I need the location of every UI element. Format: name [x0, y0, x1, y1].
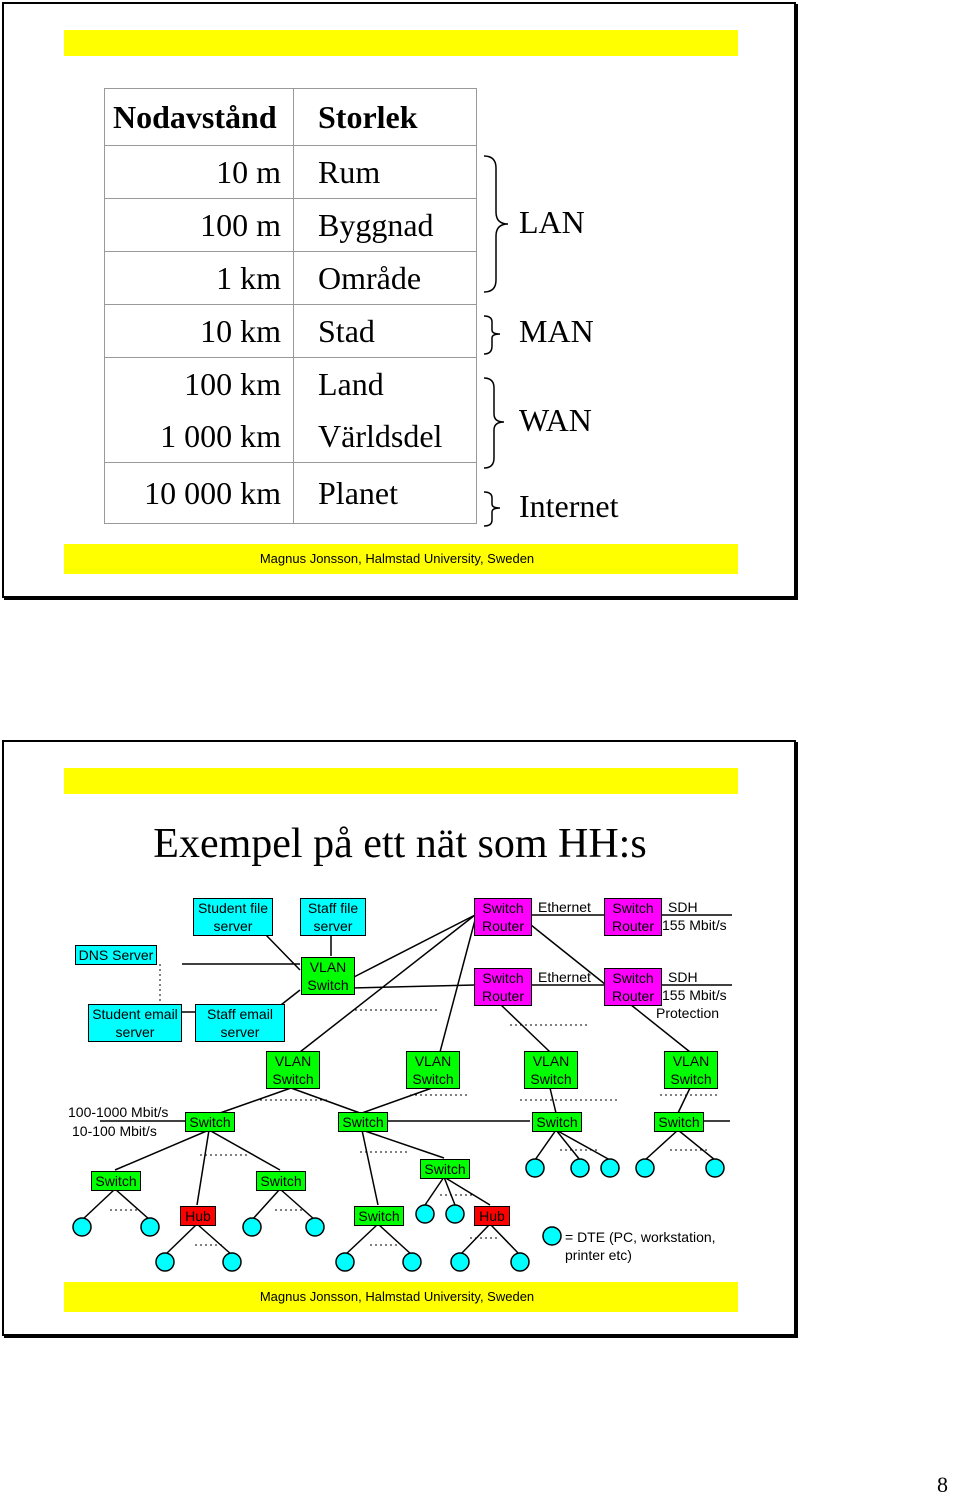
- size-cell: Land: [294, 358, 477, 411]
- dte-icon: [636, 1159, 654, 1177]
- switch-3: Switch: [532, 1112, 582, 1132]
- switch-2: Switch: [338, 1112, 388, 1132]
- dist-cell: 10 000 km: [105, 463, 294, 524]
- vlan-switch-a: VLAN Switch: [266, 1051, 320, 1089]
- size-cell: Område: [294, 252, 477, 305]
- sdh-label-2: SDH: [668, 969, 698, 985]
- dte-icon: [706, 1159, 724, 1177]
- ethernet-label-1: Ethernet: [538, 899, 591, 915]
- vlan-switch-c: VLAN Switch: [524, 1051, 578, 1089]
- dns-server: DNS Server: [75, 945, 157, 965]
- sdh-label-1: SDH: [668, 899, 698, 915]
- staff-file-server: Staff file server: [300, 898, 366, 936]
- dist-cell: 1 000 km: [105, 410, 294, 463]
- rate-label-1: 155 Mbit/s: [662, 917, 727, 933]
- protection-label: Protection: [656, 1005, 720, 1021]
- switch-1: Switch: [185, 1112, 235, 1132]
- rate-label-fast: 100-1000 Mbit/s: [68, 1104, 169, 1120]
- hub-2: Hub: [474, 1206, 510, 1226]
- category-lan: LAN: [519, 204, 585, 240]
- switch-6: Switch: [256, 1171, 306, 1191]
- dte-icon: [73, 1218, 91, 1236]
- category-man: MAN: [519, 313, 594, 349]
- dte-legend-icon: [543, 1227, 561, 1245]
- vlan-switch-core: VLAN Switch: [301, 957, 355, 995]
- dist-cell: 1 km: [105, 252, 294, 305]
- dte-icon: [336, 1253, 354, 1271]
- size-cell: Rum: [294, 146, 477, 199]
- dte-icon: [156, 1253, 174, 1271]
- dte-icon: [446, 1205, 464, 1223]
- switch-8: Switch: [354, 1206, 404, 1226]
- dist-cell: 10 km: [105, 305, 294, 358]
- switch-router-1: Switch Router: [474, 898, 532, 936]
- slide-title: Exempel på ett nät som HH:s: [153, 821, 647, 867]
- header-nodavstand: Nodavstånd: [105, 89, 294, 146]
- page-number: 8: [937, 1472, 948, 1497]
- dte-icon: [243, 1218, 261, 1236]
- header-storlek: Storlek: [294, 89, 477, 146]
- switch-router-2: Switch Router: [474, 968, 532, 1006]
- rate-label-2: 155 Mbit/s: [662, 987, 727, 1003]
- dte-icon: [141, 1218, 159, 1236]
- dte-icon: [571, 1159, 589, 1177]
- rate-label-slow: 10-100 Mbit/s: [72, 1123, 157, 1139]
- dte-icon: [306, 1218, 324, 1236]
- switch-router-4: Switch Router: [604, 968, 662, 1006]
- switch-4: Switch: [654, 1112, 704, 1132]
- vlan-switch-b: VLAN Switch: [406, 1051, 460, 1089]
- size-cell: Stad: [294, 305, 477, 358]
- switch-5: Switch: [91, 1171, 141, 1191]
- category-internet: Internet: [519, 488, 619, 524]
- dist-cell: 100 km: [105, 358, 294, 411]
- dte-icon: [601, 1159, 619, 1177]
- hub-1: Hub: [180, 1206, 216, 1226]
- student-file-server: Student file server: [193, 898, 273, 936]
- legend-text: = DTE (PC, workstation, printer etc): [565, 1229, 716, 1263]
- ethernet-label-2: Ethernet: [538, 969, 591, 985]
- dte-icon: [526, 1159, 544, 1177]
- vlan-switch-d: VLAN Switch: [664, 1051, 718, 1089]
- staff-email-server: Staff email server: [195, 1004, 285, 1042]
- category-wan: WAN: [519, 402, 592, 438]
- dist-cell: 10 m: [105, 146, 294, 199]
- dte-icon: [511, 1253, 529, 1271]
- size-cell: Byggnad: [294, 199, 477, 252]
- dte-icon: [416, 1205, 434, 1223]
- dte-icon: [451, 1253, 469, 1271]
- dist-cell: 100 m: [105, 199, 294, 252]
- dte-icon: [223, 1253, 241, 1271]
- student-email-server: Student email server: [88, 1004, 182, 1042]
- dte-icon: [403, 1253, 421, 1271]
- size-cell: Planet: [294, 463, 477, 524]
- footer-text: Magnus Jonsson, Halmstad University, Sweden: [259, 551, 535, 566]
- switch-router-3: Switch Router: [604, 898, 662, 936]
- footer-text: Magnus Jonsson, Halmstad University, Sweden: [259, 1289, 535, 1304]
- switch-7: Switch: [420, 1159, 470, 1179]
- size-cell: Världsdel: [294, 410, 477, 463]
